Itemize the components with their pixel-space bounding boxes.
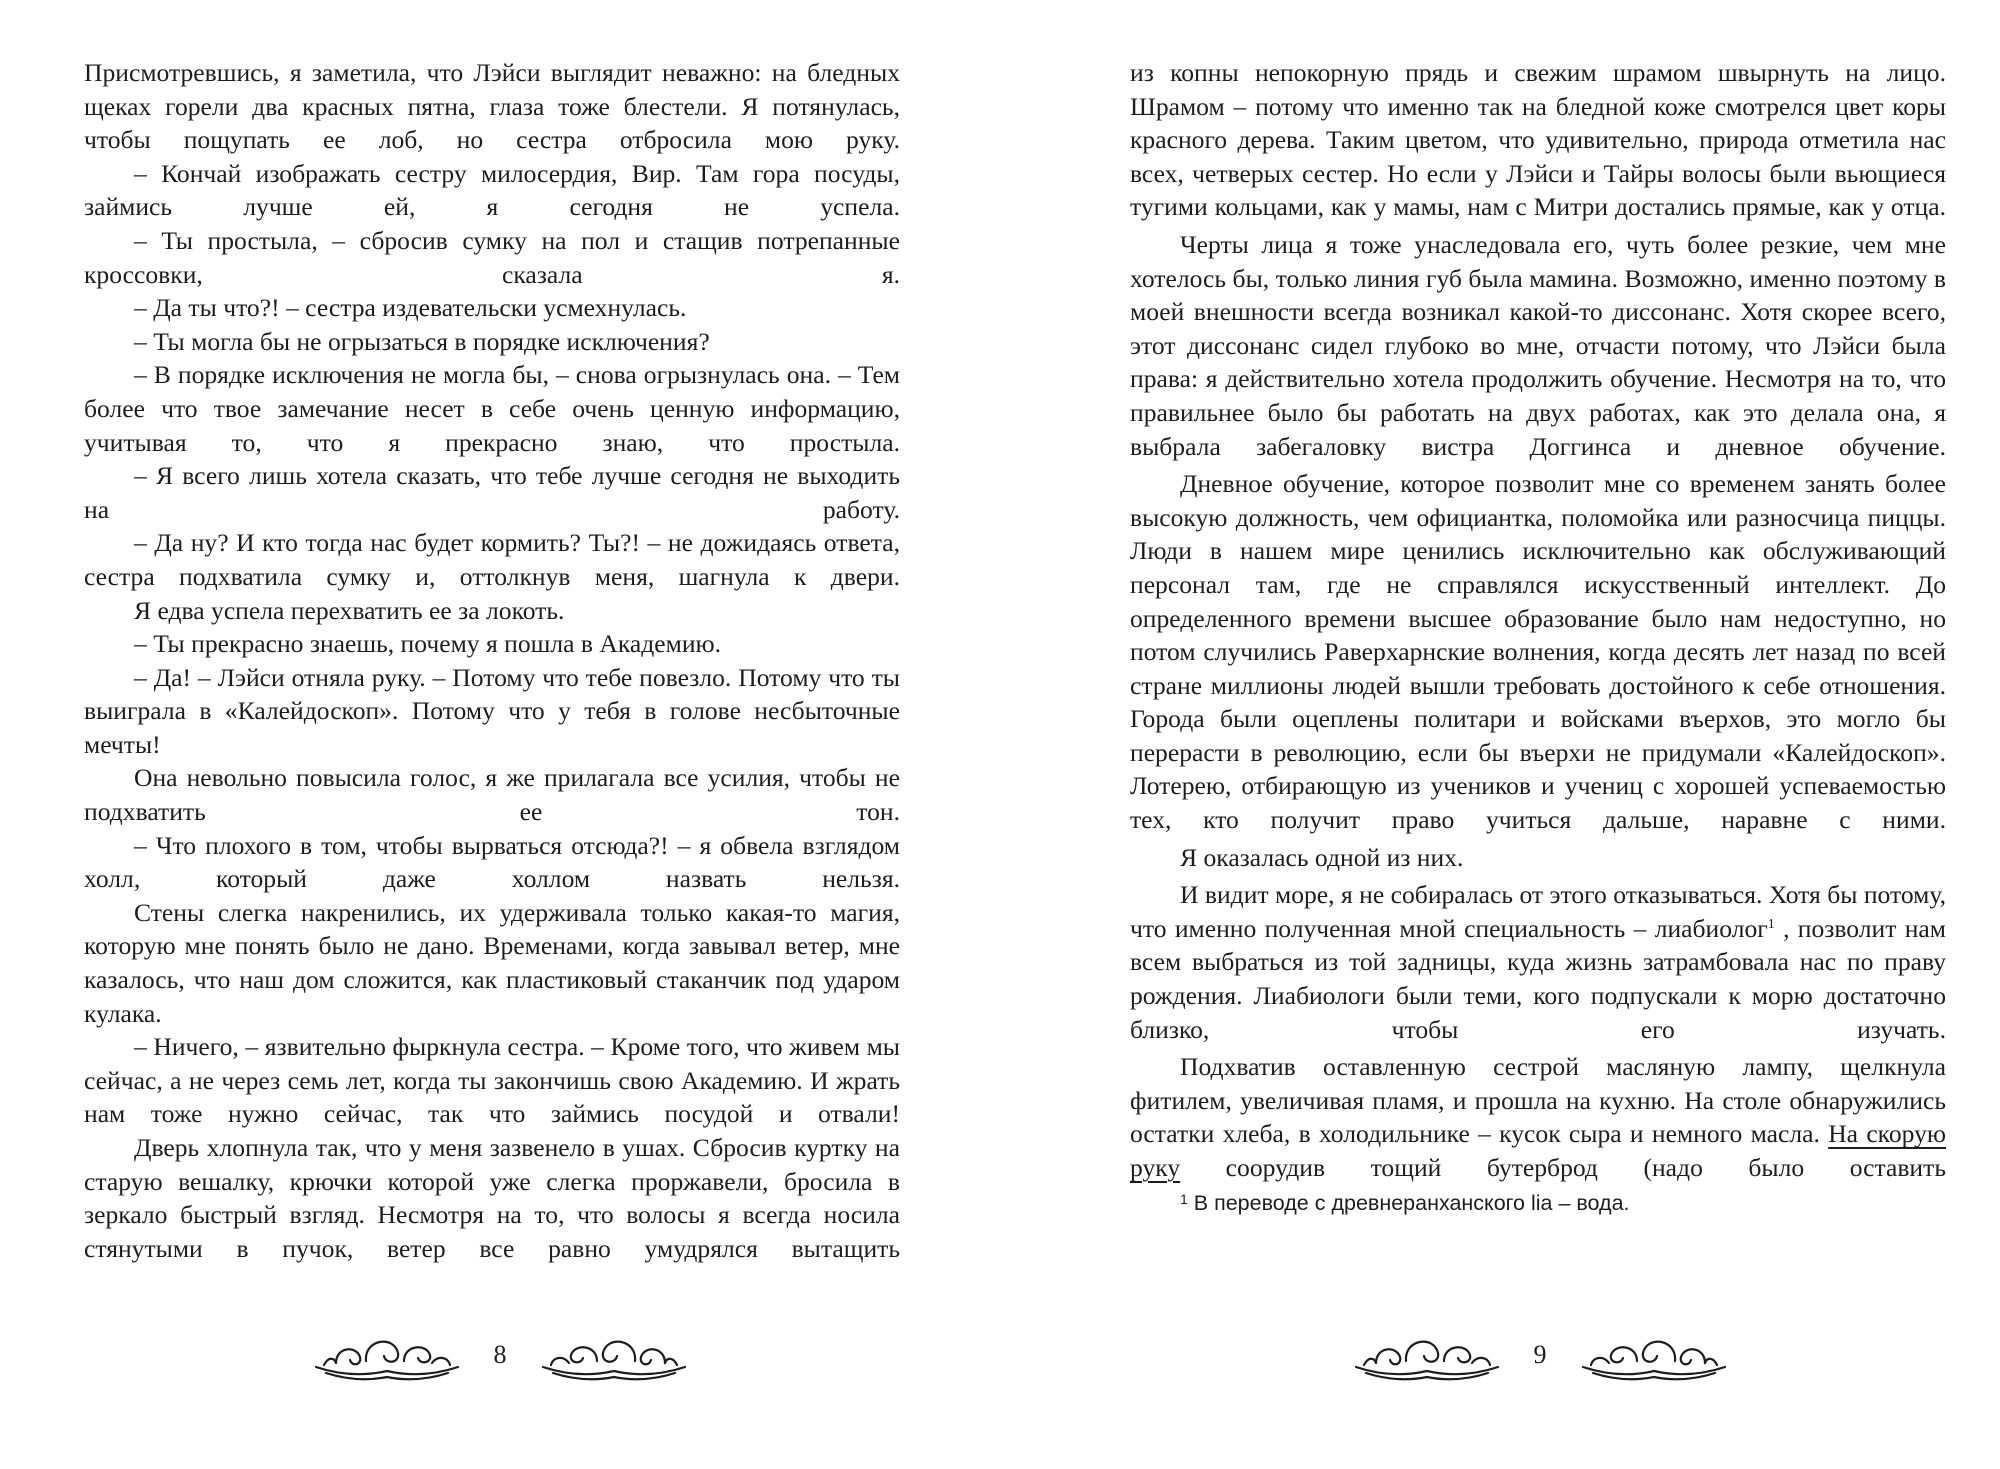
paragraph: – В порядке исключения не могла бы, – снова огрызнулась она. – Тем более что твое замечание несет в себе очень ценную информацию, учитывая то, что я прекрасно знаю, что простыла. [84,360,900,457]
wave-ornament-icon [312,1327,462,1383]
paragraph-text: соорудив тощий бутерброд (надо было оставить [1180,1153,1946,1182]
footnote [1130,1189,1946,1217]
paragraph: Стены слегка накренились, их удерживала только какая-то магия, которую мне понять было не дано. Временами, когда завывал ветер, мне казалось, что наш дом сложится, как пластиковый стаканчик под ударом кулака. [84,897,900,1028]
paragraph-text: , позволит нам всем выбраться из той задницы, куда жизнь затрамбовала нас по праву рождения. Лиабиологи были теми, кого подпускали к морю достаточно близко, чтобы его изучать. [1130,913,1946,1044]
paragraph: – Что плохого в том, чтобы вырваться отсюда?! – я обвела взглядом холл, который даже холлом назвать нельзя. [84,830,900,894]
paragraph: – Да ну? И кто тогда нас будет кормить? Ты?! – не дожидаясь ответа, сестра подхватила сумку и, оттолкнув меня, шагнула к двери. [84,528,900,591]
right-page [1130,56,1946,1316]
paragraph-text: Подхватив оставленную сестрой масляную лампу, щелкнула фитилем, увеличивая пламя, и прошла на кухню. На столе обнаружились остатки хлеба, в холодильнике – кусок сыра и немного масла. [1130,1052,1946,1149]
paragraph [1130,878,1946,1046]
paragraph: – Ты могла бы не огрызаться в порядке исключения? [134,326,710,356]
wave-ornament-icon [1352,1327,1502,1383]
paragraph: Дневное обучение, которое позволит мне со временем занять более высокую должность, чем официантка, поломойка или разносчица пиццы. Люди в нашем мире ценились исключительно как обслуживающий персонал там, где не справлялся искусственный интеллект. До определенного времени высшее образование было нам недоступно, но потом случились Раверхарнские волнения, когда десять лет назад по всей стране миллионы людей вышли требовать достойного к себе отношения. Города были оцеплены политари и войсками въерхов, это могло бы перерасти в революцию, если бы въерхи не придумали «Калейдоскоп». Лотерею, отбирающую из учеников и учениц с хорошей успеваемостью тех, кто получит право учиться дальше, наравне с ними. [1130,469,1946,835]
paragraph: – Ты простыла, – сбросив сумку на пол и стащив потрепанные кроссовки, сказала я. [84,225,900,289]
paragraph: Дверь хлопнула так, что у меня зазвенело в ушах. Сбросив куртку на старую вешалку, крючки которой уже слегка проржавели, бросила в зеркало быстрый взгляд. Несмотря на то, что волосы я всегда носила стянутыми в пучок, ветер все равно умудрялся вытащить [84,1133,900,1263]
left-page-footer [290,1320,710,1390]
paragraph: – Я всего лишь хотела сказать, что тебе лучше сегодня не выходить на работу. [84,461,900,524]
paragraph: Черты лица я тоже унаследовала его, чуть более резкие, чем мне хотелось бы, только линия губ была мамина. Возможно, именно поэтому в моей внешности всегда возникал какой-то диссонанс. Хотя скорее всего, этот диссонанс сидел глубоко во мне, отчасти потому, что Лэйси была права: я действительно хотела продолжить обучение. Несмотря на то, что правильнее было бы работать на двух работах, как это делала она, я выбрала забегаловку вистра Доггинса и дневное обучение. [1130,229,1946,461]
paragraph: – Да! – Лэйси отняла руку. – Потому что тебе повезло. Потому что ты выиграла в «Калейдоскоп». Потому что у тебя в голове несбыточные мечты! [84,662,900,759]
footnote-marker: 1 [1767,916,1775,932]
paragraph: Я едва успела перехватить ее за локоть. [134,595,565,625]
paragraph: – Кончай изображать сестру милосердия, Вир. Там гора посуды, займись лучше ей, я сегодня не успела. [84,158,900,222]
underlined-phrase: На скорую руку [1130,1119,1946,1182]
wave-ornament-icon [1579,1327,1729,1383]
right-page-footer [1330,1320,1750,1390]
page-number: 9 [1533,1340,1547,1369]
paragraph: – Ничего, – язвительно фыркнула сестра. – Кроме того, что живем мы сейчас, а не через семь лет, когда ты закончишь свою Академию. И жрать нам тоже нужно сейчас, так что займись посудой и отвали! [84,1032,900,1129]
footnote-text: В переводе с древнеранханского lia – вода. [1187,1190,1630,1215]
left-page [84,56,900,1316]
paragraph [1130,1050,1946,1184]
wave-ornament-icon [539,1327,689,1383]
page-number: 8 [493,1340,507,1369]
paragraph: из копны непокорную прядь и свежим шрамом швырнуть на лицо. Шрамом – потому что именно так на бледной коже смотрелся цвет коры красного дерева. Таким цветом, что удивительно, природа отметила нас всех, четверых сестер. Но если у Лэйси и Тайры волосы были вьющиеся тугими кольцами, как у мамы, нам с Митри достались прямые, как у отца. [1130,58,1946,222]
paragraph: Она невольно повысила голос, я же прилагала все усилия, чтобы не подхватить ее тон. [84,763,900,827]
paragraph: – Да ты что?! – сестра издевательски усмехнулась. [134,293,687,323]
paragraph: Присмотревшись, я заметила, что Лэйси выглядит неважно: на бледных щеках горели два красных пятна, глаза тоже блестели. Я потянулась, чтобы пощупать ее лоб, но сестра отбросила мою руку. [84,58,900,155]
paragraph: – Ты прекрасно знаешь, почему я пошла в Академию. [134,629,722,659]
paragraph-text: И видит море, я не собиралась от этого отказываться. Хотя бы потому, что именно полученная мной специальность – лиабиолог [1130,880,1946,943]
footnote-number: 1 [1180,1190,1188,1207]
paragraph: Я оказалась одной из них. [1180,842,1464,872]
